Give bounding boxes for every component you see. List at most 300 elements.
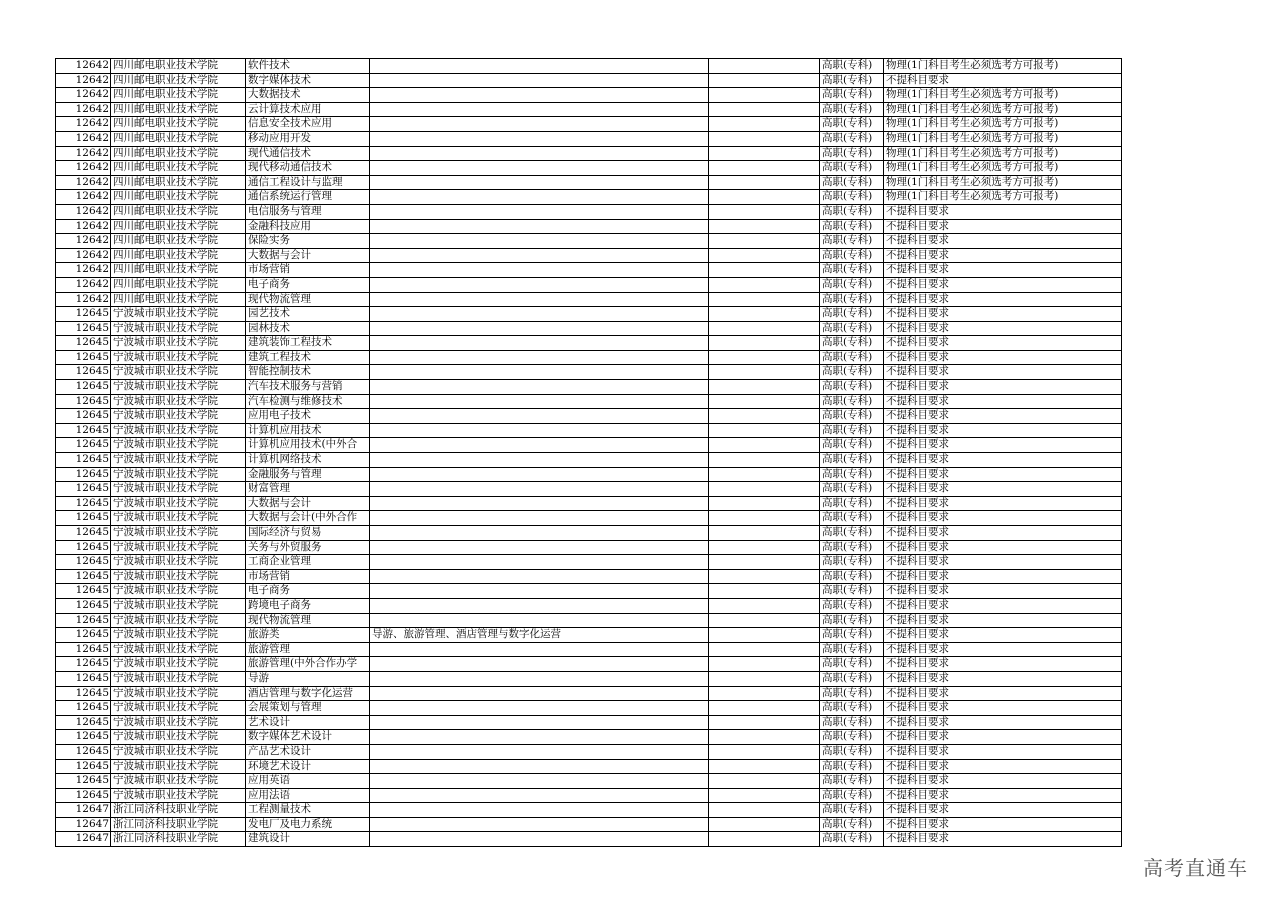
table-row [56, 482, 1122, 497]
major-name-cell: 通信工程设计与监理 [246, 175, 370, 190]
major-name-cell: 软件技术 [246, 59, 370, 74]
school-code-cell: 12645 [56, 336, 111, 351]
level-cell: 高职(专科) [820, 307, 884, 322]
level-cell: 高职(专科) [820, 117, 884, 132]
school-code-cell: 12645 [56, 467, 111, 482]
table-row [56, 277, 1122, 292]
major-name-cell: 金融科技应用 [246, 219, 370, 234]
included-majors-cell [370, 467, 709, 482]
level-cell: 高职(专科) [820, 598, 884, 613]
blank-cell [709, 146, 820, 161]
school-code-cell: 12642 [56, 59, 111, 74]
subject-requirement-cell: 不提科目要求 [884, 686, 1122, 701]
included-majors-cell [370, 788, 709, 803]
school-name-cell: 宁波城市职业技术学院 [111, 526, 246, 541]
blank-cell [709, 628, 820, 643]
blank-cell [709, 277, 820, 292]
level-cell: 高职(专科) [820, 88, 884, 103]
blank-cell [709, 409, 820, 424]
table-row [56, 102, 1122, 117]
included-majors-cell [370, 277, 709, 292]
level-cell: 高职(专科) [820, 161, 884, 176]
included-majors-cell [370, 380, 709, 395]
major-name-cell: 发电厂及电力系统 [246, 817, 370, 832]
major-name-cell: 应用英语 [246, 774, 370, 789]
school-code-cell: 12645 [56, 642, 111, 657]
school-name-cell: 宁波城市职业技术学院 [111, 438, 246, 453]
blank-cell [709, 219, 820, 234]
level-cell: 高职(专科) [820, 482, 884, 497]
school-code-cell: 12642 [56, 131, 111, 146]
school-code-cell: 12645 [56, 686, 111, 701]
major-name-cell: 计算机网络技术 [246, 453, 370, 468]
level-cell: 高职(专科) [820, 744, 884, 759]
school-name-cell: 浙江同济科技职业学院 [111, 832, 246, 847]
level-cell: 高职(专科) [820, 715, 884, 730]
level-cell: 高职(专科) [820, 730, 884, 745]
school-code-cell: 12645 [56, 511, 111, 526]
school-code-cell: 12645 [56, 540, 111, 555]
major-name-cell: 现代移动通信技术 [246, 161, 370, 176]
subject-requirement-cell: 物理(1门科目考生必须选考方可报考) [884, 102, 1122, 117]
watermark-text: 高考直通车 [1143, 856, 1248, 880]
table-row [56, 73, 1122, 88]
subject-requirement-cell: 不提科目要求 [884, 759, 1122, 774]
included-majors-cell [370, 832, 709, 847]
table-row [56, 701, 1122, 716]
level-cell: 高职(专科) [820, 131, 884, 146]
level-cell: 高职(专科) [820, 817, 884, 832]
major-name-cell: 关务与外贸服务 [246, 540, 370, 555]
level-cell: 高职(专科) [820, 540, 884, 555]
level-cell: 高职(专科) [820, 336, 884, 351]
school-code-cell: 12645 [56, 744, 111, 759]
table-row [56, 817, 1122, 832]
school-code-cell: 12642 [56, 234, 111, 249]
blank-cell [709, 248, 820, 263]
school-code-cell: 12645 [56, 423, 111, 438]
subject-requirement-cell: 不提科目要求 [884, 671, 1122, 686]
blank-cell [709, 117, 820, 132]
school-name-cell: 宁波城市职业技术学院 [111, 715, 246, 730]
school-code-cell: 12645 [56, 759, 111, 774]
blank-cell [709, 380, 820, 395]
school-name-cell: 宁波城市职业技术学院 [111, 307, 246, 322]
school-name-cell: 四川邮电职业技术学院 [111, 59, 246, 74]
level-cell: 高职(专科) [820, 102, 884, 117]
table-row [56, 292, 1122, 307]
subject-requirement-cell: 不提科目要求 [884, 540, 1122, 555]
blank-cell [709, 730, 820, 745]
school-code-cell: 12645 [56, 380, 111, 395]
school-code-cell: 12645 [56, 657, 111, 672]
included-majors-cell [370, 102, 709, 117]
school-code-cell: 12645 [56, 526, 111, 541]
level-cell: 高职(专科) [820, 657, 884, 672]
school-code-cell: 12645 [56, 482, 111, 497]
included-majors-cell [370, 701, 709, 716]
major-name-cell: 数字媒体技术 [246, 73, 370, 88]
blank-cell [709, 482, 820, 497]
blank-cell [709, 671, 820, 686]
table-row [56, 438, 1122, 453]
school-name-cell: 宁波城市职业技术学院 [111, 321, 246, 336]
major-name-cell: 汽车检测与维修技术 [246, 394, 370, 409]
table-body [56, 59, 1122, 847]
blank-cell [709, 788, 820, 803]
table-row [56, 715, 1122, 730]
school-code-cell: 12642 [56, 248, 111, 263]
major-name-cell: 工程测量技术 [246, 803, 370, 818]
school-name-cell: 四川邮电职业技术学院 [111, 234, 246, 249]
school-name-cell: 宁波城市职业技术学院 [111, 628, 246, 643]
table-row [56, 190, 1122, 205]
blank-cell [709, 715, 820, 730]
table-row [56, 161, 1122, 176]
level-cell: 高职(专科) [820, 219, 884, 234]
included-majors-cell [370, 336, 709, 351]
blank-cell [709, 598, 820, 613]
subject-requirement-cell: 不提科目要求 [884, 817, 1122, 832]
school-name-cell: 宁波城市职业技术学院 [111, 423, 246, 438]
school-name-cell: 四川邮电职业技术学院 [111, 88, 246, 103]
school-name-cell: 宁波城市职业技术学院 [111, 686, 246, 701]
table-row [56, 540, 1122, 555]
included-majors-cell [370, 759, 709, 774]
major-name-cell: 环境艺术设计 [246, 759, 370, 774]
subject-requirement-cell: 不提科目要求 [884, 701, 1122, 716]
level-cell: 高职(专科) [820, 234, 884, 249]
subject-requirement-cell: 不提科目要求 [884, 730, 1122, 745]
major-name-cell: 财富管理 [246, 482, 370, 497]
blank-cell [709, 102, 820, 117]
included-majors-cell [370, 234, 709, 249]
subject-requirement-cell: 不提科目要求 [884, 496, 1122, 511]
subject-requirement-cell: 不提科目要求 [884, 657, 1122, 672]
blank-cell [709, 292, 820, 307]
blank-cell [709, 774, 820, 789]
subject-requirement-cell: 物理(1门科目考生必须选考方可报考) [884, 88, 1122, 103]
school-name-cell: 四川邮电职业技术学院 [111, 161, 246, 176]
school-code-cell: 12645 [56, 598, 111, 613]
major-name-cell: 通信系统运行管理 [246, 190, 370, 205]
major-name-cell: 保险实务 [246, 234, 370, 249]
major-name-cell: 现代通信技术 [246, 146, 370, 161]
admission-table [55, 58, 1122, 847]
school-name-cell: 四川邮电职业技术学院 [111, 292, 246, 307]
table-row [56, 759, 1122, 774]
school-code-cell: 12645 [56, 613, 111, 628]
school-code-cell: 12642 [56, 277, 111, 292]
table-row [56, 365, 1122, 380]
included-majors-cell [370, 292, 709, 307]
blank-cell [709, 234, 820, 249]
subject-requirement-cell: 不提科目要求 [884, 409, 1122, 424]
included-majors-cell [370, 569, 709, 584]
major-name-cell: 云计算技术应用 [246, 102, 370, 117]
level-cell: 高职(专科) [820, 803, 884, 818]
level-cell: 高职(专科) [820, 365, 884, 380]
major-name-cell: 大数据技术 [246, 88, 370, 103]
blank-cell [709, 642, 820, 657]
school-name-cell: 宁波城市职业技术学院 [111, 730, 246, 745]
subject-requirement-cell: 不提科目要求 [884, 204, 1122, 219]
level-cell: 高职(专科) [820, 569, 884, 584]
level-cell: 高职(专科) [820, 628, 884, 643]
level-cell: 高职(专科) [820, 394, 884, 409]
level-cell: 高职(专科) [820, 642, 884, 657]
major-name-cell: 旅游类 [246, 628, 370, 643]
level-cell: 高职(专科) [820, 59, 884, 74]
school-name-cell: 宁波城市职业技术学院 [111, 701, 246, 716]
major-name-cell: 旅游管理 [246, 642, 370, 657]
subject-requirement-cell: 不提科目要求 [884, 774, 1122, 789]
level-cell: 高职(专科) [820, 321, 884, 336]
school-name-cell: 宁波城市职业技术学院 [111, 365, 246, 380]
school-code-cell: 12645 [56, 701, 111, 716]
level-cell: 高职(专科) [820, 73, 884, 88]
included-majors-cell [370, 511, 709, 526]
blank-cell [709, 307, 820, 322]
table-row [56, 584, 1122, 599]
level-cell: 高职(专科) [820, 788, 884, 803]
table-row [56, 511, 1122, 526]
subject-requirement-cell: 不提科目要求 [884, 438, 1122, 453]
school-code-cell: 12645 [56, 409, 111, 424]
major-name-cell: 建筑工程技术 [246, 350, 370, 365]
school-name-cell: 宁波城市职业技术学院 [111, 482, 246, 497]
major-name-cell: 数字媒体艺术设计 [246, 730, 370, 745]
school-name-cell: 宁波城市职业技术学院 [111, 409, 246, 424]
subject-requirement-cell: 不提科目要求 [884, 307, 1122, 322]
table-row [56, 380, 1122, 395]
level-cell: 高职(专科) [820, 380, 884, 395]
major-name-cell: 市场营销 [246, 263, 370, 278]
included-majors-cell [370, 146, 709, 161]
level-cell: 高职(专科) [820, 175, 884, 190]
major-name-cell: 工商企业管理 [246, 555, 370, 570]
school-code-cell: 12645 [56, 394, 111, 409]
subject-requirement-cell: 物理(1门科目考生必须选考方可报考) [884, 131, 1122, 146]
included-majors-cell [370, 409, 709, 424]
school-code-cell: 12642 [56, 219, 111, 234]
school-code-cell: 12645 [56, 555, 111, 570]
school-code-cell: 12642 [56, 88, 111, 103]
major-name-cell: 建筑装饰工程技术 [246, 336, 370, 351]
school-code-cell: 12647 [56, 832, 111, 847]
school-code-cell: 12642 [56, 161, 111, 176]
included-majors-cell [370, 715, 709, 730]
level-cell: 高职(专科) [820, 584, 884, 599]
subject-requirement-cell: 物理(1门科目考生必须选考方可报考) [884, 190, 1122, 205]
subject-requirement-cell: 不提科目要求 [884, 584, 1122, 599]
table-row [56, 219, 1122, 234]
table-row [56, 146, 1122, 161]
blank-cell [709, 350, 820, 365]
table-row [56, 423, 1122, 438]
subject-requirement-cell: 不提科目要求 [884, 715, 1122, 730]
blank-cell [709, 701, 820, 716]
included-majors-cell [370, 744, 709, 759]
table-row [56, 467, 1122, 482]
blank-cell [709, 175, 820, 190]
included-majors-cell [370, 496, 709, 511]
major-name-cell: 大数据与会计(中外合作 [246, 511, 370, 526]
included-majors-cell [370, 584, 709, 599]
level-cell: 高职(专科) [820, 190, 884, 205]
school-code-cell: 12645 [56, 584, 111, 599]
subject-requirement-cell: 不提科目要求 [884, 569, 1122, 584]
school-name-cell: 宁波城市职业技术学院 [111, 598, 246, 613]
blank-cell [709, 584, 820, 599]
included-majors-cell [370, 350, 709, 365]
subject-requirement-cell: 不提科目要求 [884, 277, 1122, 292]
table-row [56, 307, 1122, 322]
subject-requirement-cell: 不提科目要求 [884, 336, 1122, 351]
subject-requirement-cell: 不提科目要求 [884, 642, 1122, 657]
included-majors-cell [370, 321, 709, 336]
included-majors-cell [370, 175, 709, 190]
included-majors-cell [370, 642, 709, 657]
table-row [56, 730, 1122, 745]
included-majors-cell [370, 803, 709, 818]
level-cell: 高职(专科) [820, 774, 884, 789]
subject-requirement-cell: 不提科目要求 [884, 832, 1122, 847]
school-name-cell: 宁波城市职业技术学院 [111, 759, 246, 774]
included-majors-cell [370, 73, 709, 88]
blank-cell [709, 496, 820, 511]
blank-cell [709, 657, 820, 672]
included-majors-cell: 导游、旅游管理、酒店管理与数字化运营 [370, 628, 709, 643]
school-code-cell: 12642 [56, 146, 111, 161]
table-row [56, 131, 1122, 146]
included-majors-cell [370, 555, 709, 570]
school-name-cell: 四川邮电职业技术学院 [111, 248, 246, 263]
table-row [56, 204, 1122, 219]
table-row [56, 88, 1122, 103]
school-code-cell: 12645 [56, 321, 111, 336]
level-cell: 高职(专科) [820, 832, 884, 847]
table-row [56, 496, 1122, 511]
school-code-cell: 12642 [56, 175, 111, 190]
school-name-cell: 宁波城市职业技术学院 [111, 380, 246, 395]
blank-cell [709, 438, 820, 453]
major-name-cell: 计算机应用技术 [246, 423, 370, 438]
school-name-cell: 宁波城市职业技术学院 [111, 613, 246, 628]
school-name-cell: 宁波城市职业技术学院 [111, 540, 246, 555]
blank-cell [709, 453, 820, 468]
level-cell: 高职(专科) [820, 277, 884, 292]
included-majors-cell [370, 453, 709, 468]
school-code-cell: 12645 [56, 569, 111, 584]
major-name-cell: 国际经济与贸易 [246, 526, 370, 541]
level-cell: 高职(专科) [820, 759, 884, 774]
major-name-cell: 现代物流管理 [246, 613, 370, 628]
subject-requirement-cell: 不提科目要求 [884, 350, 1122, 365]
major-name-cell: 跨境电子商务 [246, 598, 370, 613]
school-name-cell: 宁波城市职业技术学院 [111, 584, 246, 599]
blank-cell [709, 832, 820, 847]
major-name-cell: 金融服务与管理 [246, 467, 370, 482]
included-majors-cell [370, 671, 709, 686]
subject-requirement-cell: 不提科目要求 [884, 467, 1122, 482]
school-name-cell: 宁波城市职业技术学院 [111, 788, 246, 803]
blank-cell [709, 321, 820, 336]
included-majors-cell [370, 248, 709, 263]
school-code-cell: 12642 [56, 117, 111, 132]
subject-requirement-cell: 不提科目要求 [884, 292, 1122, 307]
table-row [56, 832, 1122, 847]
included-majors-cell [370, 438, 709, 453]
school-code-cell: 12642 [56, 73, 111, 88]
blank-cell [709, 161, 820, 176]
school-code-cell: 12647 [56, 803, 111, 818]
school-name-cell: 宁波城市职业技术学院 [111, 350, 246, 365]
major-name-cell: 信息安全技术应用 [246, 117, 370, 132]
table-row [56, 744, 1122, 759]
included-majors-cell [370, 686, 709, 701]
school-name-cell: 宁波城市职业技术学院 [111, 467, 246, 482]
level-cell: 高职(专科) [820, 467, 884, 482]
blank-cell [709, 190, 820, 205]
major-name-cell: 旅游管理(中外合作办学 [246, 657, 370, 672]
subject-requirement-cell: 不提科目要求 [884, 453, 1122, 468]
blank-cell [709, 204, 820, 219]
school-code-cell: 12642 [56, 190, 111, 205]
blank-cell [709, 555, 820, 570]
school-name-cell: 宁波城市职业技术学院 [111, 555, 246, 570]
level-cell: 高职(专科) [820, 438, 884, 453]
included-majors-cell [370, 307, 709, 322]
major-name-cell: 电子商务 [246, 584, 370, 599]
included-majors-cell [370, 131, 709, 146]
level-cell: 高职(专科) [820, 555, 884, 570]
major-name-cell: 电子商务 [246, 277, 370, 292]
table-row [56, 555, 1122, 570]
major-name-cell: 现代物流管理 [246, 292, 370, 307]
blank-cell [709, 131, 820, 146]
school-name-cell: 宁波城市职业技术学院 [111, 569, 246, 584]
major-name-cell: 应用法语 [246, 788, 370, 803]
school-name-cell: 四川邮电职业技术学院 [111, 277, 246, 292]
subject-requirement-cell: 物理(1门科目考生必须选考方可报考) [884, 117, 1122, 132]
school-code-cell: 12642 [56, 204, 111, 219]
school-code-cell: 12647 [56, 817, 111, 832]
school-name-cell: 宁波城市职业技术学院 [111, 671, 246, 686]
included-majors-cell [370, 117, 709, 132]
major-name-cell: 应用电子技术 [246, 409, 370, 424]
subject-requirement-cell: 不提科目要求 [884, 219, 1122, 234]
level-cell: 高职(专科) [820, 686, 884, 701]
school-name-cell: 四川邮电职业技术学院 [111, 175, 246, 190]
subject-requirement-cell: 不提科目要求 [884, 394, 1122, 409]
school-code-cell: 12645 [56, 453, 111, 468]
school-name-cell: 四川邮电职业技术学院 [111, 190, 246, 205]
major-name-cell: 电信服务与管理 [246, 204, 370, 219]
school-code-cell: 12645 [56, 496, 111, 511]
subject-requirement-cell: 不提科目要求 [884, 482, 1122, 497]
blank-cell [709, 73, 820, 88]
school-code-cell: 12645 [56, 438, 111, 453]
subject-requirement-cell: 不提科目要求 [884, 744, 1122, 759]
table-row [56, 569, 1122, 584]
school-name-cell: 宁波城市职业技术学院 [111, 774, 246, 789]
table-row [56, 350, 1122, 365]
blank-cell [709, 365, 820, 380]
major-name-cell: 大数据与会计 [246, 248, 370, 263]
subject-requirement-cell: 不提科目要求 [884, 248, 1122, 263]
school-name-cell: 宁波城市职业技术学院 [111, 744, 246, 759]
